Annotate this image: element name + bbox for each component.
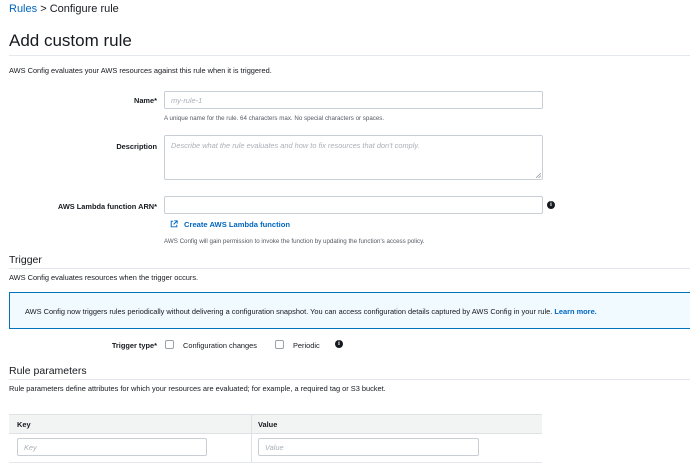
breadcrumb-current: Configure rule bbox=[49, 3, 119, 15]
trigger-info-text: AWS Config now triggers rules periodically without delivering a configuration snapshot. You can access configuration details captured by AWS Config in your rule. bbox=[25, 307, 553, 316]
periodic-checkbox[interactable] bbox=[275, 340, 284, 349]
trigger-type-label: Trigger type* bbox=[111, 341, 157, 350]
parameter-value-input[interactable] bbox=[258, 438, 479, 456]
page-intro: AWS Config evaluates your AWS resources against this rule when it is triggered. bbox=[9, 66, 272, 75]
rule-parameters-divider bbox=[9, 379, 690, 380]
lambda-arn-label: AWS Lambda function ARN* bbox=[57, 202, 157, 211]
key-column-header: Key bbox=[17, 420, 31, 429]
configuration-changes-label[interactable]: Configuration changes bbox=[183, 341, 257, 350]
resize-handle-icon[interactable] bbox=[536, 173, 541, 178]
description-label: Description bbox=[116, 142, 157, 151]
value-column-header: Value bbox=[258, 420, 278, 429]
breadcrumb bbox=[9, 3, 119, 15]
rule-parameters-description: Rule parameters define attributes for which your resources are evaluated; for example, a required tag or S3 bucket. bbox=[9, 384, 386, 393]
table-bottom-border bbox=[9, 462, 542, 463]
configuration-changes-checkbox[interactable] bbox=[165, 340, 174, 349]
rule-parameters-title: Rule parameters bbox=[9, 365, 87, 377]
info-icon[interactable]: i bbox=[547, 201, 555, 209]
create-lambda-function-link[interactable]: Create AWS Lambda function bbox=[184, 220, 291, 229]
column-divider bbox=[251, 414, 252, 463]
trigger-description: AWS Config evaluates resources when the trigger occurs. bbox=[9, 273, 199, 282]
breadcrumb-rules-link[interactable]: Rules bbox=[9, 3, 38, 15]
external-link-icon bbox=[170, 220, 178, 228]
page-title: Add custom rule bbox=[9, 31, 132, 50]
name-label: Name* bbox=[133, 96, 157, 105]
name-input[interactable] bbox=[164, 91, 543, 109]
title-divider bbox=[9, 55, 690, 56]
parameter-key-input[interactable] bbox=[17, 438, 207, 456]
learn-more-link[interactable]: Learn more. bbox=[554, 307, 597, 316]
trigger-info-message bbox=[25, 307, 597, 316]
name-hint: A unique name for the rule. 64 characters max. No special characters or spaces. bbox=[164, 115, 385, 122]
lambda-arn-input[interactable] bbox=[164, 196, 543, 214]
periodic-label[interactable]: Periodic bbox=[293, 341, 320, 350]
lambda-arn-hint: AWS Config will gain permission to invoke the function by updating the function's access policy. bbox=[164, 238, 425, 245]
trigger-section-title: Trigger bbox=[9, 254, 42, 266]
description-textarea[interactable] bbox=[164, 135, 543, 180]
trigger-info-icon[interactable]: i bbox=[335, 340, 343, 348]
breadcrumb-separator: > bbox=[40, 3, 47, 15]
trigger-divider bbox=[9, 268, 690, 269]
